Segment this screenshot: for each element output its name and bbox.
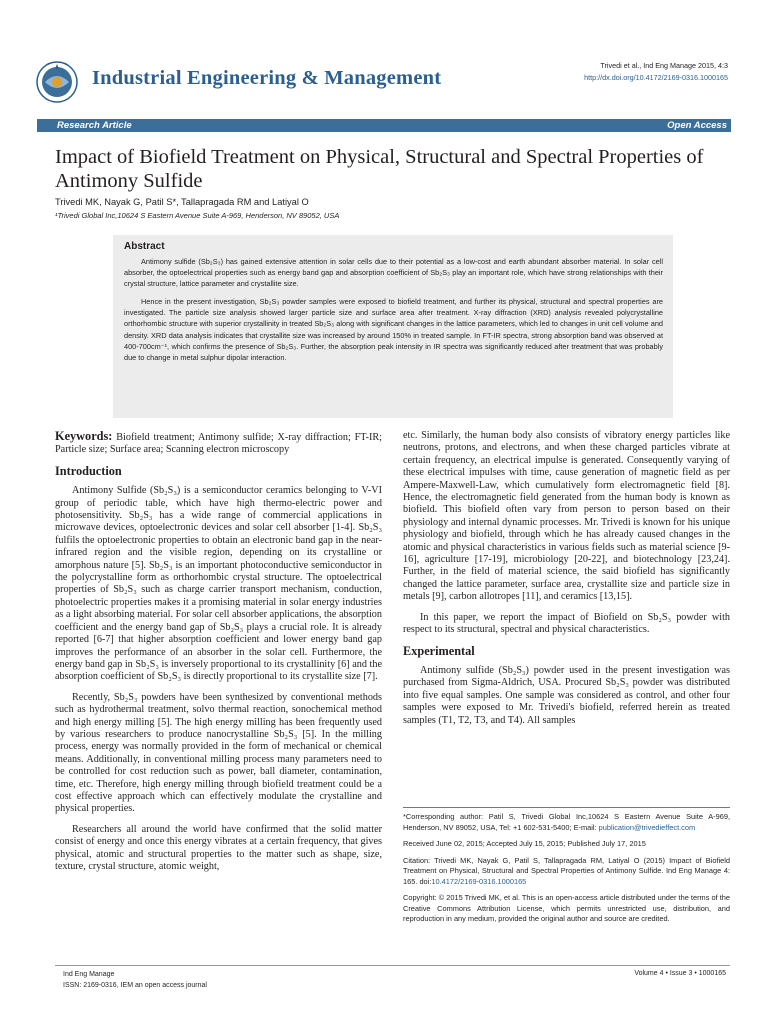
citation-note	[403, 856, 730, 888]
abstract-heading: Abstract	[124, 241, 165, 252]
footer-issn: ISSN: 2169-0316, IEM an open access journal	[63, 981, 207, 989]
keywords-label: Keywords:	[55, 429, 113, 443]
footnotes	[403, 807, 730, 931]
body-paragraph: Researchers all around the world have confirmed that the solid matter consist of energy and once this energy vibrates at a certain frequency, that gives physical, atomic and structural properties to the matter such as shape, size, texture, crystal structure, atomic weight,	[55, 823, 382, 872]
body-paragraph: In this paper, we report the impact of Biofield on Sb₂S₃ powder with respect to its structural, spectral and physical characteristics.	[403, 611, 730, 636]
keywords	[55, 430, 382, 457]
footer-divider	[55, 965, 730, 966]
footnote-divider	[403, 807, 730, 808]
abstract-paragraph: Hence in the present investigation, Sb₂S₃ powder samples were exposed to biofield treatment, and further its physical, structural and spectral properties are investigated. The particle size analysis showed larger particle size and surface area after treatment. X-ray diffraction (XRD) analysis revealed polycrystalline orthorhombic structure with superior crystallinity in treated Sb₂S₃ along with significant changes in the lattice parameters, which led to changes in unit cell volume and density. XRD data analysis indicates that crystallite size was increased by around 150% in treated sample. In FT-IR spectra, strong absorption band was observed at 400-700cm⁻¹, which confirms the presence of Sb₂S₃. Further, the absorption peak intensity in IR spectra was significantly reduced after treatment that was probably due to change in metal sulphur dipolar interaction.	[124, 297, 663, 362]
journal-title[interactable]: Industrial Engineering & Management	[92, 67, 442, 89]
copyright-note: Copyright: © 2015 Trivedi MK, et al. This is an open-access article distributed under the terms of the Creative Commons Attribution License, which permits unrestricted use, distribution, and reproduction in any medium, provided the original author and source are credited.	[403, 893, 730, 923]
citation-header	[508, 60, 728, 83]
section-bar	[37, 119, 731, 132]
email-link[interactable]: publication@trivedieffect.com	[598, 822, 696, 832]
body-paragraph: etc. Similarly, the human body also consists of vibratory energy particles like neutrons, protons, and electrons, and when these charged particles vibrate at certain frequency, an electrical impulse is generated. Consequently varying of these electrical impulses with time, cause generation of magnetic field as per Ampere-Maxwell-Law, which cumulatively form electromagnetic field [8]. Hence, the electromagnetic field generated from the human body is known as biofield. This biofield often vary from person to person based on their physiology and internal dynamic processes. Mr. Trivedi is known for his unique physiology and biofield, through which he has already caused changes in the atomic and physical characteristics in various fields such as material science [9-16], agriculture [17-19], microbiology [20-22], and biotechnology [23,24]. Further, in the field of material science, the said biofield has significantly changed the lattice parameter, surface area, crystallite size and particle size in metals [9], carbon allotropes [11], and ceramics [13,15].	[403, 430, 730, 603]
citation-line: Trivedi et al., Ind Eng Manage 2015, 4:3	[600, 61, 728, 70]
corresponding-author-text: *Corresponding author: Patil S, Trivedi Global Inc,10624 S Eastern Avenue Suite A-969, Henderson, NV 89052, USA, Tel: +1 602-531-5400; E-mail:	[403, 812, 730, 832]
corresponding-author	[403, 812, 730, 833]
article-title: Impact of Biofield Treatment on Physical, Structural and Spectral Properties of Antimony Sulfide	[55, 146, 704, 192]
open-access-label: Open Access	[667, 120, 727, 131]
section-heading: Experimental	[403, 643, 475, 658]
body-paragraph: Antimony Sulfide (Sb₂S₃) is a semiconductor ceramics belonging to V-VI group of periodic table, which have high thermo-electric power and photosensitivity. Sb₂S₃ has a wide range of commercial applications in microwave devices, optoelectronic devices and solar cell absorber [1-4]. Sb₂S₃ fulfils the optoelectronic properties to obtain an electronic band gap in the near-infrared region and the visible region, depending on its crystalline or amorphous nature [5]. Sb₂S₃ is an important photoconductive semiconductor in the polycrystalline form as orthorhombic crystal structure. The optoelectrical properties of Sb₂S₃ such as charge carrier transport mechanism, conduction, photoelectric properties makes it a promising material in solar energy industries as a light absorbing material. For solar cell absorber applications, the absorption coefficient and the energy band gap of Sb₂S₃ plays a crucial role. It is already reported [6-7] that higher absorption coefficient and lower energy band gap improves the performance of an absorber in the solar cell. Furthermore, the energy band gap in Sb₂S₃ is inversely proportional to its crystallinity [6] and the absorption coefficient of Sb₂S₃ is directly proportional to its crystallite size [7].	[55, 485, 382, 683]
footer-journal-info	[63, 970, 207, 991]
citation-text: Citation: Trivedi MK, Nayak G, Patil S, Tallapragada RM, Latiyal O (2015) Impact of Biofield Treatment on Physical, Structural and Spectral Properties of Antimony Sulfide. Ind Eng Manage 4: 165. doi:	[403, 855, 730, 886]
footer-volume-info: Volume 4 • Issue 3 • 1000165	[634, 970, 726, 977]
received-dates: Received June 02, 2015; Accepted July 15, 2015; Published July 17, 2015	[403, 839, 646, 848]
body-paragraph: Recently, Sb₂S₃ powders have been synthesized by conventional methods such as hydrothermal treatment, solvo thermal reaction, sonochemical method and high energy milling [5]. The high energy milling has been frequently used by various researchers to produce nanocrystalline Sb₂S₃ [5]. In the milling process, energy was normally provided in the form of mechanical or chemical means. Additionally, in conventional milling process many parameters need to be controlled for cost reduction such as power, ball diameter, contamination, time, etc. Therefore, high energy milling through biofield treatment could be a cost effective approach which can effectively modulate the crystalline and physical properties.	[55, 691, 382, 815]
journal-logo-icon	[35, 60, 79, 104]
doi-link[interactable]: 10.4172/2169-0316.1000165	[431, 876, 527, 886]
right-column	[403, 430, 730, 735]
doi-link[interactable]: http://dx.doi.org/10.4172/2169-0316.1000165	[584, 72, 728, 82]
authors: Trivedi MK, Nayak G, Patil S*, Tallapragada RM and Latiyal O	[55, 197, 309, 207]
keywords-text: Biofield treatment; Antimony sulfide; X-ray diffraction; FT-IR; Particle size; Surface area; Scanning electron microscopy	[55, 432, 382, 456]
affiliation: ¹Trivedi Global Inc,10624 S Eastern Avenue Suite A-969, Henderson, NV 89052, USA	[55, 211, 340, 220]
body-paragraph: Antimony sulfide (Sb₂S₃) powder used in the present investigation was purchased from Sigma-Aldrich, USA. Procured Sb₂S₃ powder was distributed into five equal samples. One sample was considered as control, and other four samples were exposed to Mr. Trivedi's biofield, referred herein as treated samples (T1, T2, T3, and T4). All samples	[403, 664, 730, 726]
abstract-paragraph: Antimony sulfide (Sb₂S₃) has gained extensive attention in solar cells due to their potential as a low-cost and earth abundant absorber material. In solar cell absorber, the optoelectrical properties such as energy band gap and absorption coefficient of Sb₂S₃ play an important role, which have strong relationships with their crystal structure, lattice parameter and crystallite size.	[124, 257, 663, 289]
abstract-box	[113, 235, 673, 418]
left-column	[55, 430, 382, 881]
footer-journal-abbrev: Ind Eng Manage	[63, 971, 115, 978]
section-heading: Introduction	[55, 463, 122, 478]
article-type-label: Research Article	[57, 120, 132, 131]
